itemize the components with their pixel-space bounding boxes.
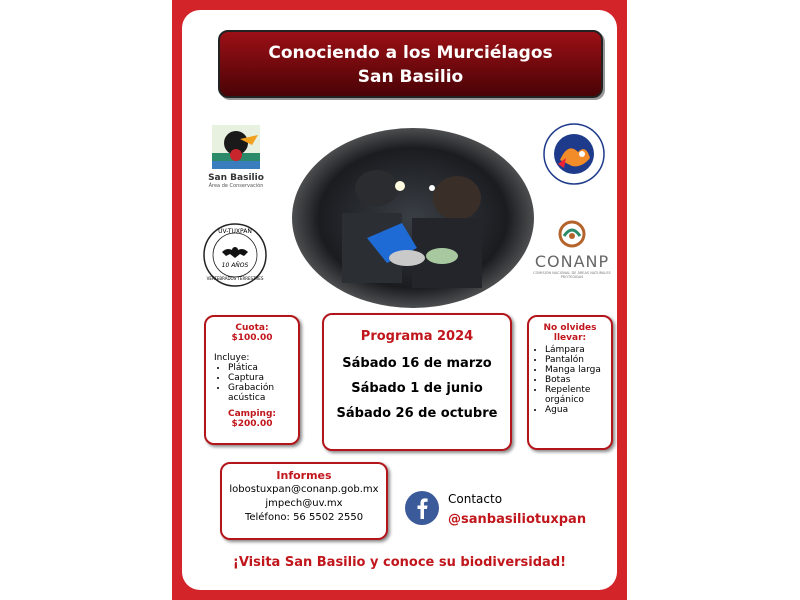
facebook-f-icon [405, 491, 439, 525]
list-item: • Agua [545, 405, 605, 415]
cuota-box [204, 315, 300, 445]
researchers-photo [292, 128, 534, 308]
uv-tuxpan-seal [202, 222, 268, 288]
title-line-1: Conociendo a los Murciélagos [268, 43, 553, 63]
programa-title: Programa 2024 [360, 329, 474, 344]
llevar-title: No olvides llevar: [543, 323, 597, 343]
list-item: • Botas [545, 375, 605, 385]
poster-inner [182, 10, 617, 590]
san-basilio-subtitle: Área de Conservación [208, 183, 264, 189]
list-item: • Plática [228, 363, 290, 373]
llevar-items-list [535, 345, 605, 415]
camping-price: Camping: $200.00 [227, 409, 277, 429]
list-item: • Captura [228, 373, 290, 383]
facebook-icon[interactable] [405, 491, 439, 525]
list-item: • Repelente orgánico [545, 385, 605, 405]
llevar-box [527, 315, 613, 450]
conanp-subtitle: COMISIÓN NACIONAL DE ÁREAS NATURALES PROTEGIDAS [533, 271, 611, 279]
toucan-logo-icon [212, 125, 260, 169]
cuota-includes-label: Incluye: [214, 353, 250, 363]
footer-tagline: ¡Visita San Basilio y conoce su biodiversidad! [232, 555, 567, 570]
san-basilio-logo [206, 125, 266, 193]
informes-title: Informes [276, 469, 332, 482]
uv-tuxpan-top: UV-TUXPAN [218, 228, 252, 235]
cuota-items-list [214, 363, 290, 403]
informes-box [220, 462, 388, 540]
uv-tuxpan-bottom: VERTEBRADOS TERRESTRES [206, 276, 264, 281]
list-item: • Grabación acústica [228, 383, 290, 403]
lobos-tuxpan-logo [542, 122, 606, 186]
reef-logo-icon [542, 122, 606, 186]
informes-phone: Teléfono: 56 5502 2550 [244, 512, 364, 523]
programa-date-3: Sábado 26 de octubre [336, 406, 498, 421]
san-basilio-name: San Basilio [208, 173, 264, 183]
programa-date-1: Sábado 16 de marzo [342, 356, 492, 371]
programa-box [322, 313, 512, 451]
programa-date-2: Sábado 1 de junio [351, 381, 483, 396]
contacto-label: Contacto [448, 492, 503, 506]
contacto-handle[interactable]: @sanbasiliotuxpan [448, 512, 587, 527]
cuota-title: Cuota: $100.00 [231, 323, 273, 343]
uv-tuxpan-center: 10 AÑOS [221, 262, 249, 269]
conanp-emblem-icon [558, 220, 586, 248]
poster-frame [172, 0, 627, 600]
informes-email-1[interactable]: lobostuxpan@conanp.gob.mx [229, 484, 379, 495]
conanp-logo [532, 220, 612, 292]
bat-research-photo-icon [292, 128, 534, 308]
conanp-name: CONANP [534, 252, 610, 271]
informes-email-2[interactable]: jmpech@uv.mx [265, 498, 343, 509]
list-item: • Lámpara [545, 345, 605, 355]
title-line-2: San Basilio [357, 67, 464, 87]
list-item: • Manga larga [545, 365, 605, 375]
title-banner [218, 30, 603, 98]
list-item: • Pantalón [545, 355, 605, 365]
